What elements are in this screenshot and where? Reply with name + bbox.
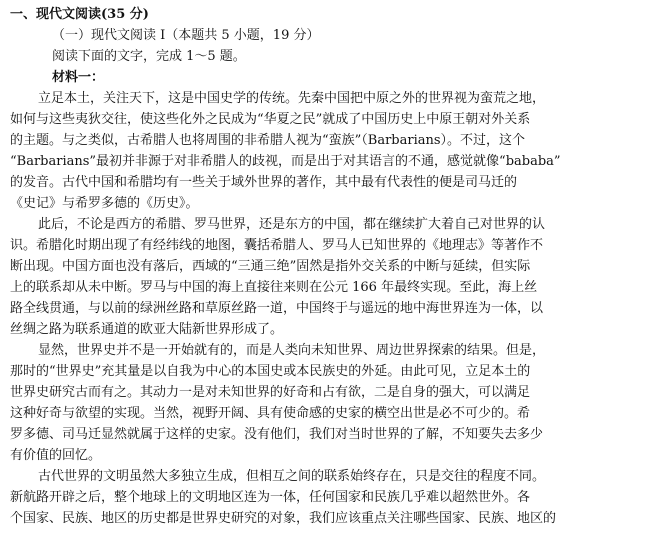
text-line: “Barbarians”最初并非源于对非希腊人的歧视，而是出于对其语言的不通，感觉就像“bababa” xyxy=(10,154,561,169)
text-line: 有价值的回忆。 xyxy=(10,448,102,463)
text-line: 《史记》与希罗多德的《历史》。 xyxy=(10,196,199,211)
text-line: 世界史研究古而有之。其动力一是对未知世界的好奇和占有欲，二是自身的强大，可以满足 xyxy=(10,385,531,400)
text-line: 个国家、民族、地区的历史都是世界史研究的对象，我们应该重点关注哪些国家、民族、地区的 xyxy=(10,511,557,526)
paragraph-3 xyxy=(10,340,640,466)
text-line: 的发音。古代中国和希腊均有一些关于域外世界的著作，其中最有代表性的便是司马迁的 xyxy=(10,175,518,190)
text-line: 罗多德、司马迁显然就属于这样的史家。没有他们，我们对当时世界的了解，不知要失去多少 xyxy=(10,427,544,442)
text-line: 识。希腊化时期出现了有经纬线的地图，囊括希腊人、罗马人已知世界的《地理志》等著作不 xyxy=(10,238,544,253)
text-line: 新航路开辟之后，整个地球上的文明地区连为一体，任何国家和民族几乎难以超然世外。各 xyxy=(10,490,531,505)
text-line: 这种好奇与欲望的实现。当然，视野开阔、具有使命感的史家的横空出世是必不可少的。希 xyxy=(10,406,531,421)
text-line: 那时的“世界史”充其量是以自我为中心的本国史或本民族史的外延。由此可见，立足本土的 xyxy=(10,364,531,379)
paragraph-4 xyxy=(10,466,640,529)
text-line: 丝绸之路为联系通道的欧亚大陆新世界形成了。 xyxy=(10,322,284,337)
material-label: 材料一： xyxy=(52,70,105,85)
text-line: 显然，世界史并不是一开始就有的，而是人类向未知世界、周边世界探索的结果。但是， xyxy=(38,343,546,358)
text-line: 路全线贯通，与以前的绿洲丝路和草原丝路一道，中国终于与遥远的地中海世界连为一体，以 xyxy=(10,301,544,316)
section-heading: 一、现代文阅读(35 分) xyxy=(10,7,149,22)
paragraph-1 xyxy=(10,88,640,214)
instruction: 阅读下面的文字，完成 1～5 题。 xyxy=(52,49,246,64)
subsection-heading: （一）现代文阅读 I（本题共 5 小题，19 分） xyxy=(52,28,320,43)
text-line: 立足本土，关注天下，这是中国史学的传统。先秦中国把中原之外的世界视为蛮荒之地， xyxy=(38,91,546,106)
text-line: 断出现。中国方面也没有落后，西域的“三通三绝”固然是指外交关系的中断与延续，但实际 xyxy=(10,259,531,274)
text-line: 如何与这些夷狄交往，使这些化外之民成为“华夏之民”就成了中国历史上中原王朝对外关系 xyxy=(10,112,531,127)
text-line: 的主题。与之类似，古希腊人也将周围的非希腊人视为“蛮族”（Barbarians）。不过，这个 xyxy=(10,133,526,148)
text-line: 上的联系却从未中断。罗马与中国的海上直接往来则在公元 166 年最终实现。至此，海上丝 xyxy=(10,280,538,295)
text-line: 古代世界的文明虽然大多独立生成，但相互之间的联系始终存在，只是交往的程度不同。 xyxy=(38,469,546,484)
text-line: 此后，不论是西方的希腊、罗马世界，还是东方的中国，都在继续扩大着自己对世界的认 xyxy=(38,217,546,232)
paragraph-2 xyxy=(10,214,640,340)
